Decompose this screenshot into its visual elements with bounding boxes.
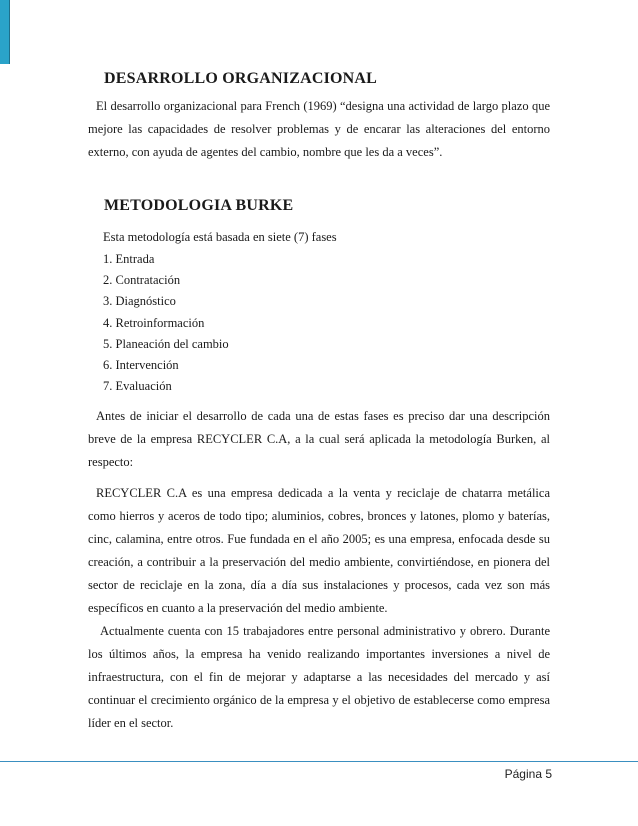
left-margin-bar	[0, 0, 10, 64]
list-item: 7. Evaluación	[103, 379, 172, 394]
paragraph-recycler-text: RECYCLER C.A es una empresa dedicada a la venta y reciclaje de chatarra metálica como hierros y aceros de todo tipo; aluminios, cobres, bronces y latones, plomo y baterías, cinc, calamina, entre otros. Fue fundada en el año 2005; es una empresa, enfocada desde su creación, a contribuir a la preservación del medio ambiente, convirtiéndose, en pionera del sector de reciclaje en la zona, día a día sus instalaciones y procesos, cada vez son más específicos en cuanto a la preservación del medio ambiente.	[88, 486, 550, 615]
list-item: 2. Contratación	[103, 273, 181, 288]
paragraph-company-intro	[88, 405, 550, 474]
paragraph-french-text: El desarrollo organizacional para French (1969) “designa una actividad de largo plazo que mejore las capacidades de resolver problemas y de encarar las alteraciones del entorno externo, con ayuda de agentes del cambio, nombre que les da a veces”.	[88, 99, 550, 159]
phases-intro: Esta metodología está basada en siete (7) fases	[103, 230, 337, 244]
paragraph-workers	[88, 620, 550, 735]
list-item: 1. Entrada	[103, 252, 155, 266]
page-number: Página 5	[504, 767, 552, 781]
list-item: 5. Planeación del cambio	[103, 336, 229, 351]
paragraph-recycler	[88, 482, 550, 620]
paragraph-french-definition	[88, 95, 550, 164]
footer-divider	[0, 761, 638, 762]
list-item: 3. Diagnóstico	[103, 294, 176, 309]
paragraph-workers-text: Actualmente cuenta con 15 trabajadores entre personal administrativo y obrero. Durante los últimos años, la empresa ha venido realizando importantes inversiones a nivel de infraestructura, con el fin de mejorar y adaptarse a las necesidades del mercado y así continuar el crecimiento orgánico de la empresa y el objetivo de establecerse como empresa líder en el sector.	[88, 624, 550, 730]
phases-list	[103, 249, 229, 397]
list-item: 4. Retroinformación	[103, 315, 205, 330]
paragraph-company-description	[88, 482, 550, 735]
section-title-burke: METODOLOGIA BURKE	[104, 197, 294, 214]
section-title-desarrollo: DESARROLLO ORGANIZACIONAL	[104, 70, 378, 87]
paragraph-company-intro-text: Antes de iniciar el desarrollo de cada una de estas fases es preciso dar una descripción breve de la empresa RECYCLER C.A, a la cual será aplicada la metodología Burken, al respecto:	[88, 409, 550, 469]
list-item: 6. Intervención	[103, 358, 179, 373]
